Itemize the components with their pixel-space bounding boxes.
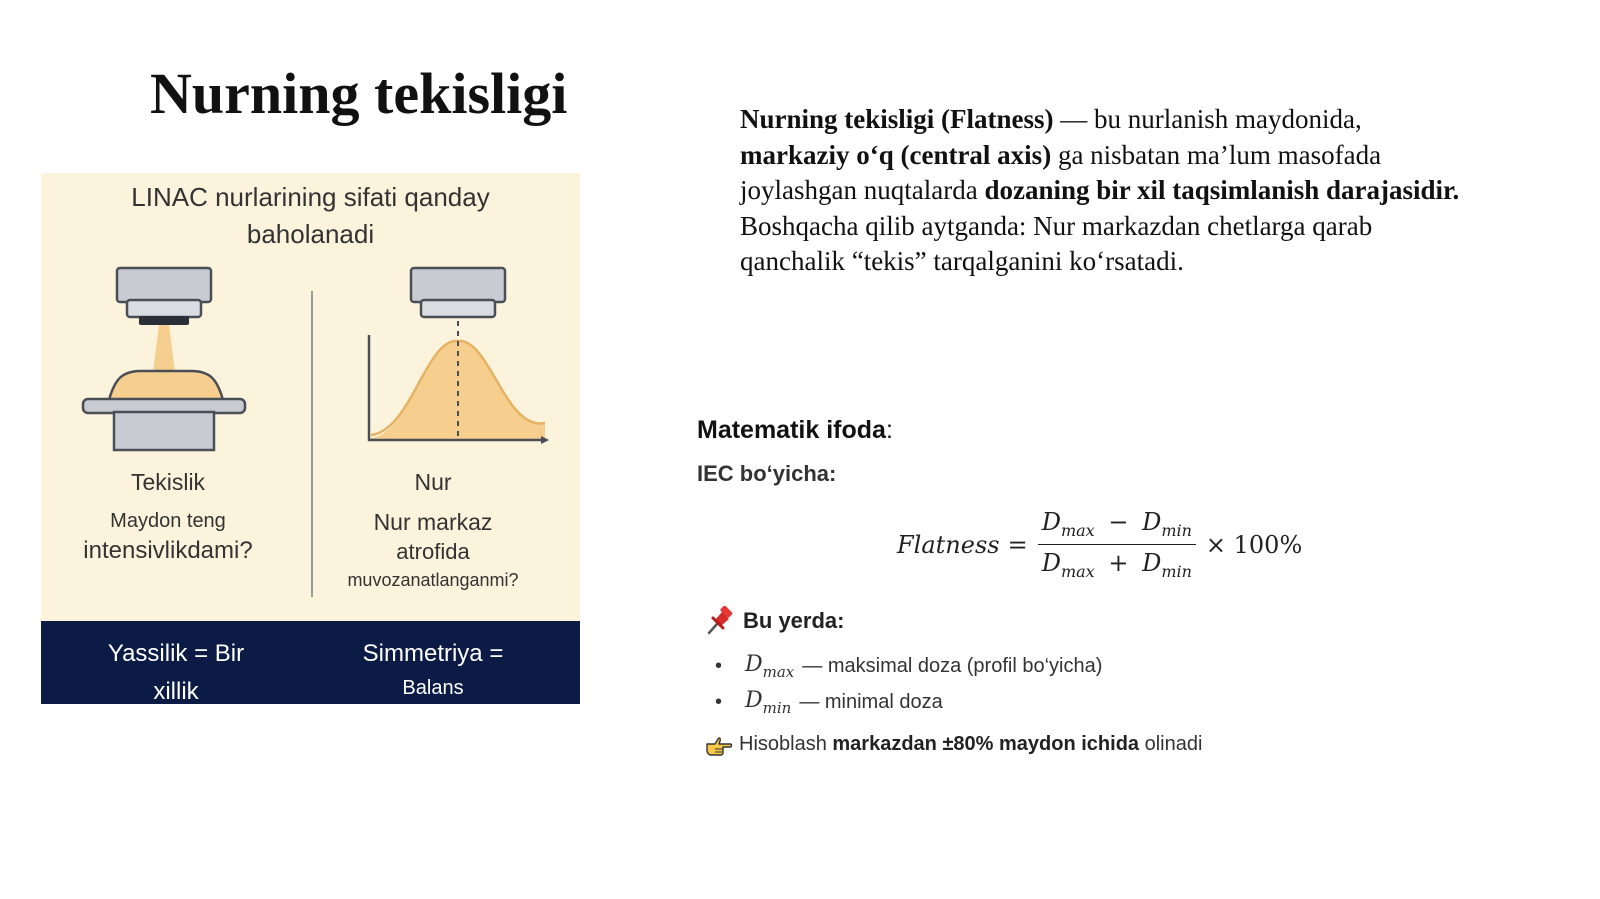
beam-icon — [153, 325, 175, 373]
flatness-question-line2: intensivlikdami? — [83, 537, 253, 564]
beam-label: Nur — [414, 469, 452, 495]
linac-head-icon-right — [411, 268, 505, 317]
calculation-note — [705, 733, 1202, 756]
symmetry-question-line3: muvozanatlanganmi? — [347, 570, 519, 590]
math-heading — [697, 416, 893, 445]
var-description: — minimal doza — [799, 690, 943, 713]
infographic-footer — [41, 621, 580, 704]
page-title: Nurning tekisligi — [150, 61, 568, 126]
var-dmax — [745, 652, 794, 681]
flatness-label: Tekislik — [130, 469, 206, 495]
symmetry-profile-icon — [368, 321, 549, 444]
variable-list — [715, 648, 1102, 720]
infographic-heading-line2: baholanadi — [246, 219, 375, 249]
den-dmin: D — [1142, 549, 1162, 577]
footer-flatness-line2: xillik — [153, 678, 199, 704]
bullet: • — [715, 690, 723, 713]
formula-denominator — [1038, 545, 1196, 581]
definition-term: Nurning tekisligi (Flatness) — [740, 104, 1054, 134]
var-dmin — [745, 688, 791, 717]
num-dmin-sub: min — [1161, 521, 1192, 540]
note-text-pre: Hisoblash — [739, 733, 833, 755]
pointing-hand-icon — [705, 734, 733, 756]
flatness-definition — [740, 102, 1460, 280]
den-dmin-sub: min — [1161, 562, 1192, 581]
formula-numerator — [1038, 508, 1196, 545]
footer-symmetry — [313, 635, 553, 703]
formula-times-100: × 100% — [1205, 530, 1303, 559]
definition-emphasis: dozaning bir xil taqsimlanish darajasidir. — [984, 175, 1460, 205]
definition-text-1: — bu nurlanish maydonida, — [1053, 104, 1362, 134]
num-minus: − — [1108, 508, 1129, 536]
formula-lhs: Flatness — [897, 530, 1000, 559]
flatness-formula — [897, 508, 1302, 581]
num-dmax: D — [1041, 508, 1061, 536]
formula-equals: = — [1007, 530, 1028, 559]
flat-profile-phantom-icon — [83, 371, 245, 450]
list-item — [715, 648, 1102, 684]
definition-paraphrase: Boshqacha qilib aytganda: Nur markazdan chetlarga qarab qanchalik “tekis” tarqalganini ko‘rsatadi. — [740, 210, 1373, 276]
where-heading — [705, 606, 844, 636]
definition-central-axis: markaziy o‘q (central axis) — [740, 139, 1052, 170]
pushpin-icon — [705, 606, 735, 636]
bullet: • — [715, 654, 723, 677]
note-text-bold: markazdan ±80% maydon ichida — [832, 733, 1140, 755]
symmetry-question-line1: Nur markaz — [373, 509, 493, 535]
where-heading-text: Bu yerda: — [743, 608, 845, 633]
footer-symmetry-line2: Balans — [402, 677, 464, 699]
var-description: — maksimal doza (profil bo‘yicha) — [802, 654, 1103, 677]
symmetry-question-line2: atrofida — [396, 539, 470, 564]
note-text-post: olinadi — [1139, 733, 1203, 755]
definition-text-2: ga nisbatan ma’lum masofada joylashgan nuqtalarda — [740, 139, 1382, 205]
num-dmax-sub: max — [1060, 521, 1095, 540]
list-item — [715, 684, 1102, 720]
den-plus: + — [1108, 549, 1129, 577]
footer-flatness-line1: Yassilik = Bir — [107, 640, 245, 667]
den-dmax-sub: max — [1060, 562, 1095, 581]
infographic-heading-line1: LINAC nurlarining sifati qanday — [131, 182, 490, 212]
var-d: D — [745, 687, 763, 713]
math-heading-text: Matematik ifoda — [697, 416, 886, 444]
flatness-question-line1: Maydon teng — [110, 510, 226, 532]
var-d: D — [745, 651, 763, 677]
footer-flatness — [61, 635, 291, 704]
num-dmin: D — [1142, 508, 1162, 536]
var-sub: max — [762, 662, 795, 681]
var-sub: min — [762, 698, 792, 717]
footer-symmetry-line1: Simmetriya = — [362, 640, 504, 667]
linac-infographic — [41, 173, 580, 704]
formula-fraction — [1038, 508, 1196, 581]
math-heading-colon: : — [885, 416, 893, 444]
linac-head-icon — [117, 268, 211, 325]
den-dmax: D — [1041, 549, 1061, 577]
iec-label: IEC bo‘yicha: — [697, 461, 837, 486]
